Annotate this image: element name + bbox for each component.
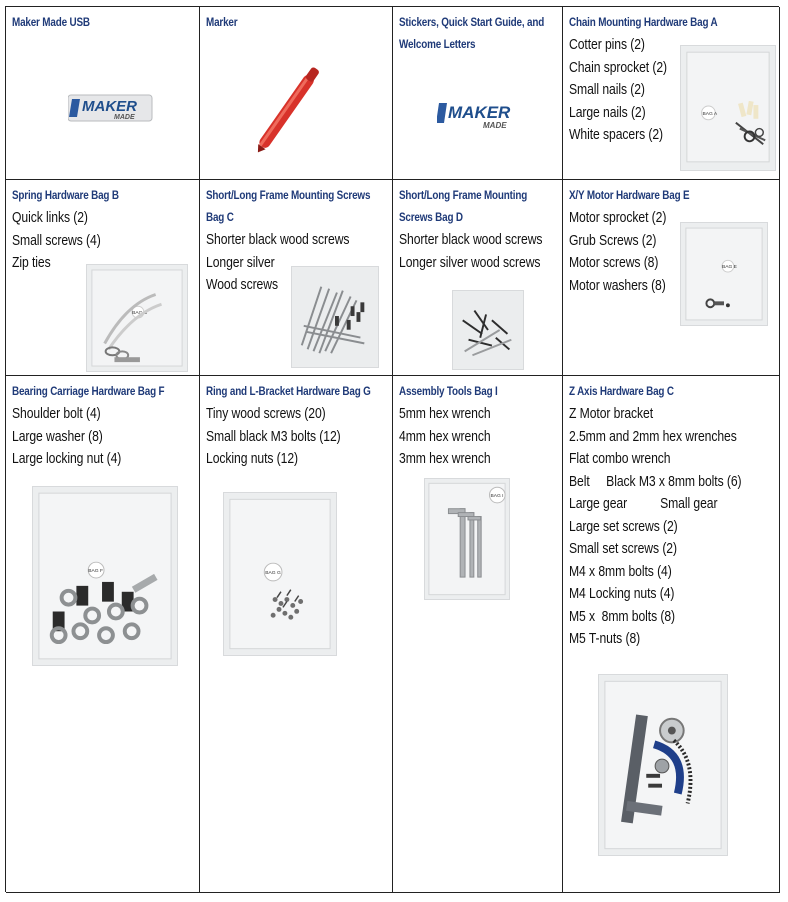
list-item: Shorter black wood screws <box>399 232 543 248</box>
bag-i-photo <box>424 478 510 600</box>
list-item: Zip ties <box>12 255 51 271</box>
kit-contents-table <box>5 6 779 892</box>
list-item: Large gear Small gear <box>569 496 718 512</box>
bag-f-photo <box>32 486 178 666</box>
list-item: Small screws (4) <box>12 232 101 249</box>
cell-title: Z Axis Hardware Bag C <box>569 386 674 398</box>
list-item: Flat combo wrench <box>569 451 671 467</box>
cell-title-line2: Screws Bag D <box>399 212 463 224</box>
list-item: M4 x 8mm bolts (4) <box>569 563 672 580</box>
list-item: Grub Screws (2) <box>569 232 657 249</box>
bag-b-photo <box>86 264 188 372</box>
list-item: M5 T-nuts (8) <box>569 631 641 647</box>
list-item: Quick links (2) <box>12 210 88 226</box>
cell-bag-i <box>393 376 563 893</box>
svg-text:MAKER: MAKER <box>448 103 511 122</box>
cell-bag-z-axis <box>563 376 780 893</box>
maker-made-logo <box>437 93 527 133</box>
svg-text:MAKER: MAKER <box>82 98 137 115</box>
cell-title: Spring Hardware Bag B <box>12 190 119 202</box>
cell-bag-d <box>393 180 563 376</box>
cell-title-line1: Short/Long Frame Mounting <box>399 190 528 202</box>
svg-text:BAG E: BAG E <box>722 265 737 271</box>
cell-maker-made-usb <box>6 7 200 180</box>
cell-bag-f <box>6 376 200 893</box>
maker-made-usb-logo <box>68 87 158 127</box>
list-item: Tiny wood screws (20) <box>206 406 326 422</box>
list-item: M5 x 8mm bolts (8) <box>569 608 676 625</box>
list-item: Motor sprocket (2) <box>569 210 667 226</box>
list-item: Z Motor bracket <box>569 406 654 422</box>
cell-bag-e <box>563 180 780 376</box>
cell-title: Chain Mounting Hardware Bag A <box>569 17 718 29</box>
list-item: Motor washers (8) <box>569 277 666 294</box>
list-item: 5mm hex wrench <box>399 406 491 422</box>
list-item: Shorter black wood screws <box>206 232 350 248</box>
list-item: Locking nuts (12) <box>206 451 299 467</box>
list-item: Chain sprocket (2) <box>569 59 668 76</box>
list-item: Longer silver wood screws <box>399 254 541 271</box>
svg-text:BAG F: BAG F <box>88 569 104 575</box>
cell-marker <box>200 7 393 180</box>
cell-title-line2: Bag C <box>206 212 234 224</box>
list-item: Shoulder bolt (4) <box>12 406 101 422</box>
cell-bag-a <box>563 7 780 180</box>
cell-title-line1: Short/Long Frame Mounting Screws <box>206 190 371 202</box>
list-item: M4 Locking nuts (4) <box>569 586 675 602</box>
list-item: Large nails (2) <box>569 104 646 121</box>
cell-stickers-guide-letters <box>393 7 563 180</box>
list-item: Large locking nut (4) <box>12 451 122 467</box>
cell-title: X/Y Motor Hardware Bag E <box>569 190 690 202</box>
bag-d-photo <box>452 290 524 370</box>
cell-title: Bearing Carriage Hardware Bag F <box>12 386 165 398</box>
cell-bag-b <box>6 180 200 376</box>
cell-title-line2: Welcome Letters <box>399 39 476 51</box>
list-item: Small nails (2) <box>569 82 645 98</box>
cell-title: Assembly Tools Bag I <box>399 386 498 398</box>
list-item: Motor screws (8) <box>569 255 659 271</box>
bag-z-photo <box>598 674 728 856</box>
list-item: 3mm hex wrench <box>399 451 491 467</box>
svg-text:BAG B: BAG B <box>132 311 148 317</box>
list-item: Longer silver <box>206 254 275 271</box>
list-item: 4mm hex wrench <box>399 428 491 445</box>
list-item: Belt Black M3 x 8mm bolts (6) <box>569 473 742 490</box>
svg-text:BAG A: BAG A <box>702 111 718 117</box>
bag-g-photo <box>223 492 337 656</box>
list-item: Large washer (8) <box>12 428 103 445</box>
bag-a-photo <box>680 45 776 171</box>
svg-text:MADE: MADE <box>114 114 135 121</box>
cell-title: Marker <box>206 17 238 29</box>
cell-title: Maker Made USB <box>12 17 90 29</box>
svg-text:BAG I: BAG I <box>490 494 504 499</box>
list-item: 2.5mm and 2mm hex wrenches <box>569 428 737 445</box>
red-marker-image <box>246 51 336 161</box>
svg-text:BAG G: BAG G <box>265 571 281 576</box>
list-item: Small set screws (2) <box>569 541 677 557</box>
list-item: Cotter pins (2) <box>569 37 645 53</box>
list-item: Small black M3 bolts (12) <box>206 428 341 445</box>
bag-e-photo <box>680 222 768 326</box>
cell-bag-c-frame-screws <box>200 180 393 376</box>
bag-c-photo <box>291 266 379 368</box>
svg-text:MADE: MADE <box>483 121 507 130</box>
cell-title: Ring and L-Bracket Hardware Bag G <box>206 386 371 398</box>
cell-bag-g <box>200 376 393 893</box>
list-item: White spacers (2) <box>569 127 664 143</box>
list-item: Large set screws (2) <box>569 518 678 535</box>
cell-title-line1: Stickers, Quick Start Guide, and <box>399 17 545 29</box>
list-item: Wood screws <box>206 277 278 293</box>
